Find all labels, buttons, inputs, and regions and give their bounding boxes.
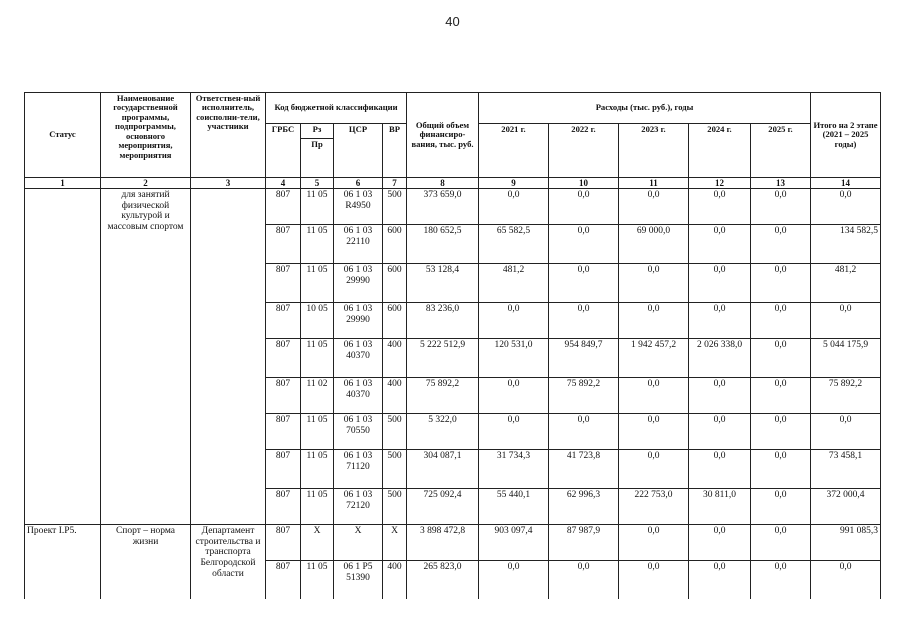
csr-cell: 06 1 03 40370 [334,378,383,414]
total-cell: 5 222 512,9 [407,339,479,378]
year-2021-cell: 481,2 [479,264,549,303]
col-number: 3 [191,178,266,189]
year-2024-cell: 0,0 [689,414,751,450]
rzpr-cell: 11 05 [301,450,334,489]
year-2023-cell: 1 942 457,2 [619,339,689,378]
year-2025-cell: 0,0 [751,489,811,525]
csr-cell: 06 1 03 72120 [334,489,383,525]
year-2022-cell: 0,0 [549,264,619,303]
csr-cell: 06 1 P5 51390 [334,561,383,600]
col-number: 4 [266,178,301,189]
year-2021-cell: 903 097,4 [479,525,549,561]
year-2025-cell: 0,0 [751,414,811,450]
year-2024-cell: 2 026 338,0 [689,339,751,378]
grbs-cell: 807 [266,378,301,414]
year-2021-cell: 0,0 [479,378,549,414]
rzpr-cell: 10 05 [301,303,334,339]
year-2021-cell: 0,0 [479,189,549,225]
vr-cell: 600 [383,303,407,339]
col-number: 6 [334,178,383,189]
year-2025-cell: 0,0 [751,378,811,414]
itogo-cell: 5 044 175,9 [811,339,881,378]
year-2021-cell: 0,0 [479,303,549,339]
vr-cell: X [383,525,407,561]
rzpr-cell: 11 05 [301,414,334,450]
total-cell: 265 823,0 [407,561,479,600]
rzpr-cell: 11 05 [301,561,334,600]
total-cell: 83 236,0 [407,303,479,339]
csr-cell: 06 1 03 22110 [334,225,383,264]
vr-cell: 400 [383,561,407,600]
itogo-cell: 372 000,4 [811,489,881,525]
activity-name: для занятий физической культурой и массовым спортом [101,189,191,525]
activity-name: Спорт – норма жизни [101,525,191,600]
header-expenses: Расходы (тыс. руб.), годы [479,93,811,124]
header-year-2025: 2025 г. [751,124,811,178]
csr-cell: 06 1 03 R4950 [334,189,383,225]
year-2024-cell: 0,0 [689,189,751,225]
year-2023-cell: 0,0 [619,378,689,414]
header-grbs: ГРБС [266,124,301,178]
col-number: 14 [811,178,881,189]
header-year-2024: 2024 г. [689,124,751,178]
year-2025-cell: 0,0 [751,561,811,600]
year-2021-cell: 65 582,5 [479,225,549,264]
year-2022-cell: 0,0 [549,414,619,450]
year-2024-cell: 0,0 [689,525,751,561]
year-2021-cell: 55 440,1 [479,489,549,525]
header-pr: Пр [301,139,334,178]
total-cell: 53 128,4 [407,264,479,303]
total-cell: 725 092,4 [407,489,479,525]
year-2023-cell: 0,0 [619,264,689,303]
executor-cell [191,189,266,525]
total-cell: 373 659,0 [407,189,479,225]
year-2024-cell: 0,0 [689,303,751,339]
grbs-cell: 807 [266,489,301,525]
col-number: 12 [689,178,751,189]
header-executor: Ответствен-ный исполнитель, соисполни-тели, участники [191,93,266,178]
year-2023-cell: 0,0 [619,189,689,225]
year-2025-cell: 0,0 [751,339,811,378]
csr-cell: 06 1 03 40370 [334,339,383,378]
csr-cell: 06 1 03 29990 [334,264,383,303]
year-2022-cell: 0,0 [549,189,619,225]
vr-cell: 500 [383,414,407,450]
year-2023-cell: 0,0 [619,525,689,561]
itogo-cell: 0,0 [811,189,881,225]
year-2025-cell: 0,0 [751,189,811,225]
itogo-cell: 73 458,1 [811,450,881,489]
grbs-cell: 807 [266,561,301,600]
total-cell: 3 898 472,8 [407,525,479,561]
grbs-cell: 807 [266,339,301,378]
col-number: 1 [25,178,101,189]
col-number: 9 [479,178,549,189]
year-2021-cell: 120 531,0 [479,339,549,378]
csr-cell: X [334,525,383,561]
year-2021-cell: 0,0 [479,561,549,600]
budget-table [24,92,881,599]
col-number: 7 [383,178,407,189]
header-vr: ВР [383,124,407,178]
rzpr-cell: 11 05 [301,189,334,225]
year-2024-cell: 0,0 [689,378,751,414]
header-name: Наименование государственной программы, подпрограммы, основного мероприятия, мероприятия [101,93,191,178]
year-2024-cell: 0,0 [689,225,751,264]
grbs-cell: 807 [266,414,301,450]
page-number: 40 [445,14,460,29]
year-2025-cell: 0,0 [751,450,811,489]
header-status: Статус [25,93,101,178]
year-2024-cell: 0,0 [689,561,751,600]
header-year-2021: 2021 г. [479,124,549,178]
status-cell: Проект I.P5. [25,525,101,600]
vr-cell: 500 [383,189,407,225]
itogo-cell: 75 892,2 [811,378,881,414]
col-number: 11 [619,178,689,189]
year-2022-cell: 0,0 [549,303,619,339]
year-2024-cell: 0,0 [689,450,751,489]
header-budget-code: Код бюджетной классификации [266,93,407,124]
status-cell [25,189,101,525]
itogo-cell: 0,0 [811,561,881,600]
rzpr-cell: 11 05 [301,339,334,378]
year-2025-cell: 0,0 [751,303,811,339]
col-number: 8 [407,178,479,189]
year-2025-cell: 0,0 [751,525,811,561]
year-2023-cell: 0,0 [619,414,689,450]
executor-cell: Департамент строительства и транспорта Белгородской области [191,525,266,600]
total-cell: 180 652,5 [407,225,479,264]
csr-cell: 06 1 03 70550 [334,414,383,450]
year-2025-cell: 0,0 [751,264,811,303]
grbs-cell: 807 [266,264,301,303]
year-2021-cell: 0,0 [479,414,549,450]
year-2022-cell: 87 987,9 [549,525,619,561]
itogo-cell: 991 085,3 [811,525,881,561]
itogo-cell: 134 582,5 [811,225,881,264]
total-cell: 304 087,1 [407,450,479,489]
total-cell: 5 322,0 [407,414,479,450]
year-2023-cell: 222 753,0 [619,489,689,525]
year-2023-cell: 0,0 [619,303,689,339]
col-number: 2 [101,178,191,189]
year-2022-cell: 41 723,8 [549,450,619,489]
rzpr-cell: 11 05 [301,489,334,525]
year-2022-cell: 0,0 [549,225,619,264]
grbs-cell: 807 [266,189,301,225]
csr-cell: 06 1 03 71120 [334,450,383,489]
year-2021-cell: 31 734,3 [479,450,549,489]
header-rz: Рз [301,124,334,139]
total-cell: 75 892,2 [407,378,479,414]
header-year-2023: 2023 г. [619,124,689,178]
itogo-cell: 0,0 [811,414,881,450]
csr-cell: 06 1 03 29990 [334,303,383,339]
vr-cell: 600 [383,225,407,264]
year-2023-cell: 69 000,0 [619,225,689,264]
header-itogo: Итого на 2 этапе (2021 – 2025 годы) [811,93,881,178]
header-total-volume: Общий объем финансиро-вания, тыс. руб. [407,93,479,178]
itogo-cell: 0,0 [811,303,881,339]
grbs-cell: 807 [266,225,301,264]
col-number: 10 [549,178,619,189]
itogo-cell: 481,2 [811,264,881,303]
header-year-2022: 2022 г. [549,124,619,178]
header-csr: ЦСР [334,124,383,178]
col-number: 5 [301,178,334,189]
rzpr-cell: 11 05 [301,264,334,303]
year-2024-cell: 0,0 [689,264,751,303]
vr-cell: 600 [383,264,407,303]
grbs-cell: 807 [266,450,301,489]
rzpr-cell: 11 05 [301,225,334,264]
year-2024-cell: 30 811,0 [689,489,751,525]
year-2023-cell: 0,0 [619,450,689,489]
year-2025-cell: 0,0 [751,225,811,264]
vr-cell: 400 [383,378,407,414]
col-number: 13 [751,178,811,189]
year-2022-cell: 75 892,2 [549,378,619,414]
vr-cell: 500 [383,450,407,489]
year-2022-cell: 62 996,3 [549,489,619,525]
rzpr-cell: 11 02 [301,378,334,414]
year-2022-cell: 954 849,7 [549,339,619,378]
grbs-cell: 807 [266,525,301,561]
year-2022-cell: 0,0 [549,561,619,600]
rzpr-cell: X [301,525,334,561]
year-2023-cell: 0,0 [619,561,689,600]
grbs-cell: 807 [266,303,301,339]
vr-cell: 400 [383,339,407,378]
vr-cell: 500 [383,489,407,525]
